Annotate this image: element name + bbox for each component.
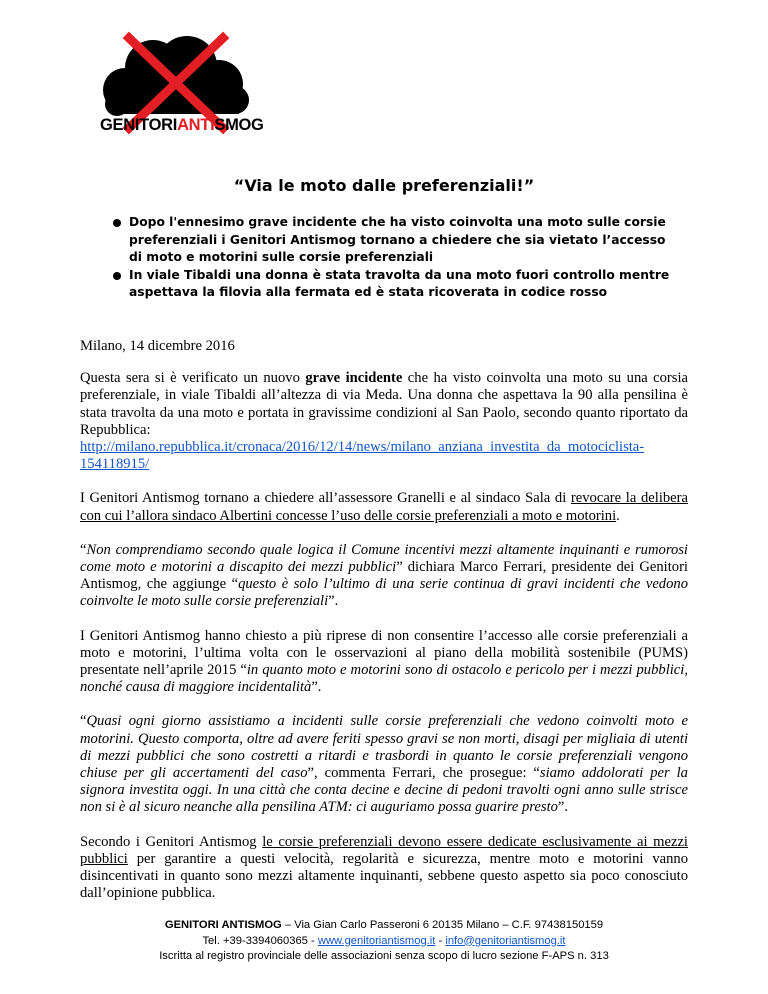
bullet-dot-icon bbox=[113, 219, 121, 227]
paragraph-incident bbox=[80, 370, 688, 473]
footer-address: – Via Gian Carlo Passeroni 6 20135 Milano – C.F. 97438150159 bbox=[281, 919, 604, 931]
text-run: “ bbox=[80, 541, 87, 558]
footer-line-address bbox=[0, 918, 768, 934]
text-run: ”. bbox=[557, 799, 569, 816]
text-run: per garantire a questi velocità, regolarità e sicurezza, mentre moto e motorini vanno disincentivati in quanto sono mezzi altamente inquinanti, sebbene questo aspetto sia poco conosciuto dall’opinione pubblica. bbox=[80, 850, 688, 902]
footer-registry: Iscritta al registro provinciale delle associazioni senza scopo di lucro sezione F-APS n. 313 bbox=[159, 950, 609, 962]
italic-quote: questo è solo l’ultimo di una serie continua di gravi incidenti che vedono coinvolte le moto sulle corsie preferenziali bbox=[80, 576, 688, 610]
italic-quote: Non comprendiamo secondo quale logica il Comune incentivi mezzi altamente inquinanti e rumorosi come moto e motorini a discapito dei mezzi pubblici bbox=[80, 541, 688, 576]
italic-quote: Quasi ogni giorno assistiamo a incidenti sulle corsie preferenziali che vedono coinvolti moto e motorini. Questo comporta, oltre ad avere feriti spesso gravi se non morti, disagi per migliaia di utenti di mezzi pubblici che sono costretti a ritardi e trasbordi in quanto le corsie preferenziali vengono chiuse per gli accertamenti del caso bbox=[80, 713, 688, 782]
text-run: che ha visto coinvolta una moto su una corsia preferenziale, in viale Tibaldi all’altezza di via Meda. Una donna che aspettava la 90 alla pensilina è stata travolta da una moto e portata in gravissime condizioni al San Paolo, secondo quanto riportato da Repubblica: bbox=[80, 370, 689, 438]
text-run: . bbox=[616, 507, 620, 524]
logo-wordmark bbox=[100, 116, 264, 135]
logo-word-anti: ANTI bbox=[177, 116, 215, 134]
bullet-text: Dopo l'ennesimo grave incidente che ha visto coinvolta una moto sulle corsie preferenziali i Genitori Antismog tornano a chiedere che sia vietato l’accesso di moto e motorini sulle corsie preferenziali bbox=[129, 215, 666, 264]
smog-cloud-shape bbox=[103, 36, 249, 116]
dateline: Milano, 14 dicembre 2016 bbox=[80, 338, 235, 354]
text-run: Secondo i Genitori Antismog bbox=[80, 833, 263, 850]
text-run: “ bbox=[80, 713, 87, 730]
repubblica-article-link[interactable]: http://milano.repubblica.it/cronaca/2016/12/14/news/milano_anziana_investita_da_motociclista-154118915/ bbox=[80, 439, 645, 473]
footer-phone: Tel. +39-3394060365 - bbox=[202, 934, 318, 947]
logo-word-smog: SMOG bbox=[214, 116, 264, 134]
footer-line-contacts bbox=[0, 934, 768, 950]
paragraph-ferrari-quote bbox=[80, 542, 688, 611]
press-release-title: “Via le moto dalle preferenziali!” bbox=[233, 176, 535, 195]
text-run: Questa sera si è verificato un nuovo bbox=[80, 370, 306, 387]
summary-bullet-list bbox=[115, 214, 675, 302]
bullet-item bbox=[115, 214, 675, 267]
bullet-item bbox=[115, 267, 675, 302]
text-run: ” dichiara Marco Ferrari, presidente dei Genitori Antismog, che aggiunge “ bbox=[80, 559, 688, 593]
email-link[interactable]: info@genitoriantismog.it bbox=[445, 934, 566, 947]
footer-separator: - bbox=[435, 934, 446, 947]
italic-quote: siamo addolorati per la signora investita oggi. In una città che conta decine e decine di pedoni travolti ogni anno sulle strisce non si è al sicuro neanche alla pensilina ATM: ci auguriamo possa guarire presto bbox=[80, 765, 688, 816]
footer-org-name: GENITORI ANTISMOG bbox=[164, 919, 282, 931]
underlined-text: revocare la delibera con cui l’allora sindaco Albertini concesse l’uso delle corsie preferenziali a moto e motorini bbox=[80, 490, 688, 524]
text-run: ”. bbox=[311, 679, 322, 696]
article-body bbox=[80, 338, 688, 919]
bullet-text: In viale Tibaldi una donna è stata travolta da una moto fuori controllo mentre aspettava la filovia alla fermata ed è stata ricoverata in codice rosso bbox=[129, 267, 670, 299]
text-run: I Genitori Antismog tornano a chiedere all’assessore Granelli e al sindaco Sala di bbox=[80, 490, 571, 507]
footer bbox=[0, 918, 768, 965]
bullet-dot-icon bbox=[113, 272, 121, 280]
paragraph-conclusion bbox=[80, 834, 688, 903]
logo-word-genitori: GENITORI bbox=[100, 116, 178, 134]
paragraph-request bbox=[80, 490, 688, 524]
underlined-text: le corsie preferenziali devono essere dedicate esclusivamente ai mezzi pubblici bbox=[80, 833, 688, 867]
italic-quote: in quanto moto e motorini sono di ostacolo e pericolo per i mezzi pubblici, nonché causa di maggiore incidentalità bbox=[80, 662, 688, 696]
bold-text: grave incidente bbox=[305, 370, 403, 387]
text-run: ”. bbox=[328, 593, 339, 610]
paragraph-pums bbox=[80, 628, 688, 697]
text-run: I Genitori Antismog hanno chiesto a più riprese di non consentire l’accesso alle corsie preferenziali a moto e motorini, l’ultima volta con le osservazioni al piano della mobilità sostenibile (PUMS) presentate nell’aprile 2015 “ bbox=[80, 627, 688, 679]
paragraph-daily-incidents bbox=[80, 713, 688, 816]
website-link[interactable]: www.genitoriantismog.it bbox=[317, 934, 436, 947]
text-run: ”, commenta Ferrari, che prosegue: “ bbox=[307, 765, 540, 782]
